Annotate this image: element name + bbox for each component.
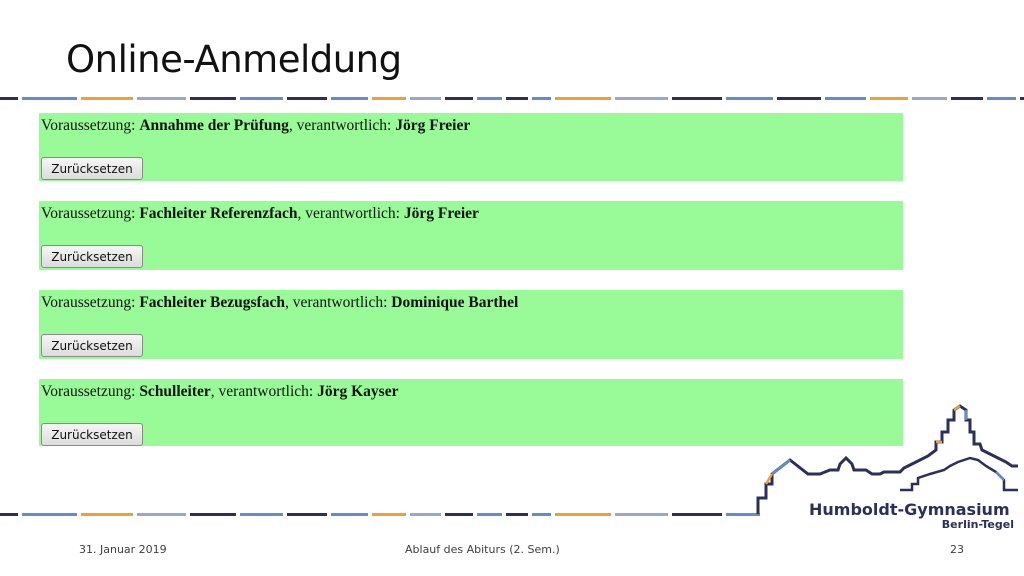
requirement-prefix: Voraussetzung:: [41, 117, 140, 134]
footer-title: Ablauf des Abiturs (2. Sem.): [405, 543, 560, 556]
requirement-middle: , verantwortlich:: [210, 383, 318, 400]
requirement-middle: , verantwortlich:: [288, 117, 396, 134]
reset-button[interactable]: Zurücksetzen: [41, 334, 143, 357]
reset-button[interactable]: Zurücksetzen: [41, 423, 143, 446]
requirement-name: Fachleiter Referenzfach: [139, 205, 298, 222]
page-number: 23: [950, 543, 964, 556]
slide-title: Online-Anmeldung: [66, 38, 402, 81]
requirement-name: Schulleiter: [139, 383, 211, 400]
requirement-name: Annahme der Prüfung: [139, 117, 289, 134]
requirement-prefix: Voraussetzung:: [41, 205, 140, 222]
requirement-prefix: Voraussetzung:: [41, 383, 140, 400]
school-location: Berlin-Tegel: [941, 518, 1014, 531]
responsible-person: Jörg Freier: [403, 205, 479, 222]
footer-date: 31. Januar 2019: [79, 543, 167, 556]
requirement-prefix: Voraussetzung:: [41, 294, 140, 311]
responsible-person: Dominique Barthel: [391, 294, 519, 311]
requirement-middle: , verantwortlich:: [297, 205, 404, 222]
school-name: Humboldt-Gymnasium: [809, 500, 1010, 519]
responsible-person: Jörg Freier: [395, 117, 471, 134]
requirement-name: Fachleiter Bezugsfach: [139, 294, 285, 311]
responsible-person: Jörg Kayser: [317, 383, 399, 400]
reset-button[interactable]: Zurücksetzen: [41, 157, 143, 180]
reset-button[interactable]: Zurücksetzen: [41, 245, 143, 268]
requirement-middle: , verantwortlich:: [284, 294, 392, 311]
